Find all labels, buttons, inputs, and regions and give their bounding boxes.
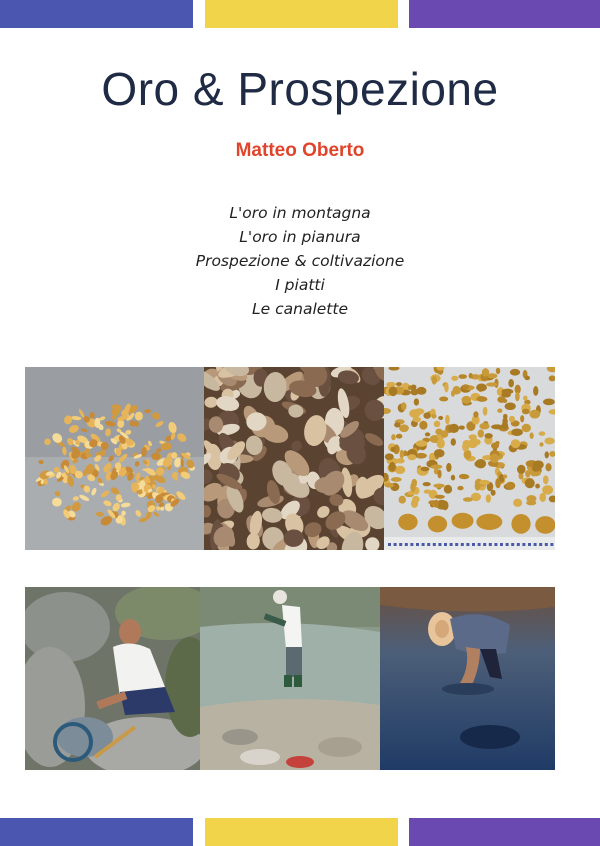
topics-list <box>0 201 600 321</box>
band-segment-blue <box>0 818 193 846</box>
topic-item: Le canalette <box>252 300 348 318</box>
gold-flakes-photo <box>25 367 204 550</box>
topic-item: Prospezione & coltivazione <box>195 252 405 270</box>
band-segment-purple <box>409 818 600 846</box>
prospector-river-photo <box>200 587 380 770</box>
book-title: Oro & Prospezione <box>101 63 499 115</box>
top-color-band <box>0 0 600 28</box>
band-segment-yellow <box>205 818 398 846</box>
topic-item: I piatti <box>275 276 325 294</box>
panning-photo <box>380 587 555 770</box>
gold-nuggets-photo <box>384 367 555 550</box>
band-segment-blue <box>0 0 193 28</box>
topic-item: L'oro in pianura <box>239 228 361 246</box>
topic-item: L'oro in montagna <box>229 204 371 222</box>
bottom-color-band <box>0 818 600 846</box>
book-author: Matteo Oberto <box>235 140 365 161</box>
band-segment-yellow <box>205 0 398 28</box>
river-gravel-photo <box>204 367 384 550</box>
band-segment-purple <box>409 0 600 28</box>
prospector-rocks-photo <box>25 587 200 770</box>
